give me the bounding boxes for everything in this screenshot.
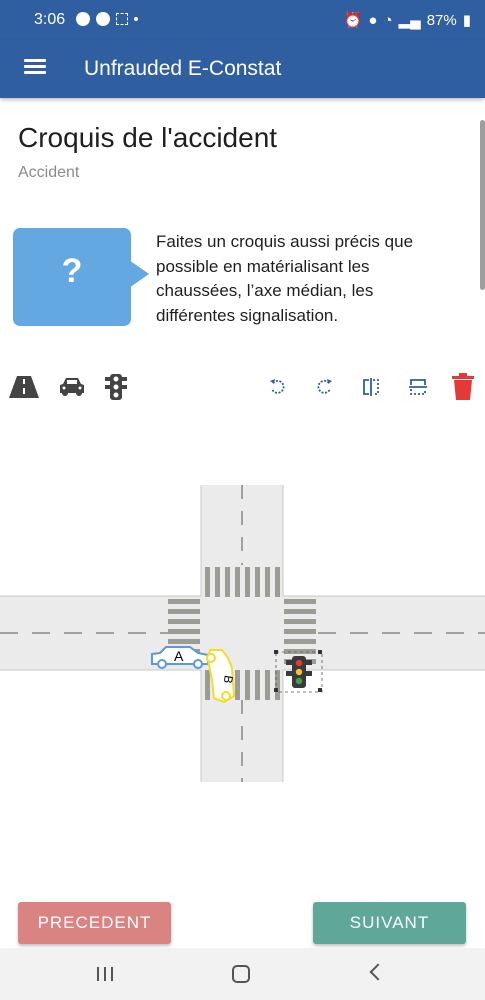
traffic-light-icon [104,374,128,400]
menu-icon[interactable] [22,56,52,82]
battery-text: 87% [426,11,457,29]
car-icon [58,376,86,398]
road-icon [9,376,39,398]
question-icon: ? [61,252,83,290]
recents-icon[interactable] [97,967,113,981]
previous-button[interactable]: PRECEDENT [18,902,171,944]
flip-vertical-icon [408,377,428,397]
trash-icon [451,373,475,401]
intersection-sketch[interactable] [0,410,485,890]
delete-button[interactable] [447,372,479,402]
messenger-icon-2 [96,12,110,26]
scrollbar[interactable] [480,120,485,290]
flip-horizontal-button[interactable] [355,372,387,402]
more-notifications-icon [134,17,138,21]
system-icons [344,11,471,29]
screenshot-icon [116,13,128,25]
status-time: 3:06 [34,11,66,28]
battery-charging-icon: ▮ [462,12,471,29]
traffic-light-tool-button[interactable] [100,372,132,402]
car-tool-button[interactable] [56,372,88,402]
rotate-left-button[interactable] [262,372,294,402]
messenger-icon [76,12,90,26]
alarm-icon: ⏰ [343,12,363,29]
rotate-right-icon [314,377,334,397]
status-bar [0,0,485,40]
rotate-left-icon [268,377,288,397]
help-text: Faites un croquis aussi précis que possible en matérialisant les chaussées, l’axe médian, les différentes signalisation. [156,232,414,325]
wifi-icon: ◔ [383,11,393,29]
flip-horizontal-icon [361,377,381,397]
flip-vertical-button[interactable] [402,372,434,402]
app-title: Unfrauded E-Constat [84,57,282,80]
road-tool-button[interactable] [8,372,40,402]
system-nav-bar [0,948,485,1000]
signal-icon: ▂▄ [398,12,421,29]
location-icon: ● [368,11,378,29]
page-subtitle: Accident [18,164,80,181]
vehicle-b-label: B [220,674,236,685]
page-title: Croquis de l'accident [18,122,278,153]
help-bubble-arrow [129,260,149,288]
back-icon[interactable] [370,964,387,981]
vehicle-a-label: A [174,648,184,664]
notification-icons [76,12,138,26]
home-icon[interactable] [232,965,250,983]
sketch-canvas[interactable] [0,410,485,890]
next-button[interactable]: SUIVANT [313,902,466,944]
rotate-right-button[interactable] [308,372,340,402]
app-bar [0,40,485,98]
